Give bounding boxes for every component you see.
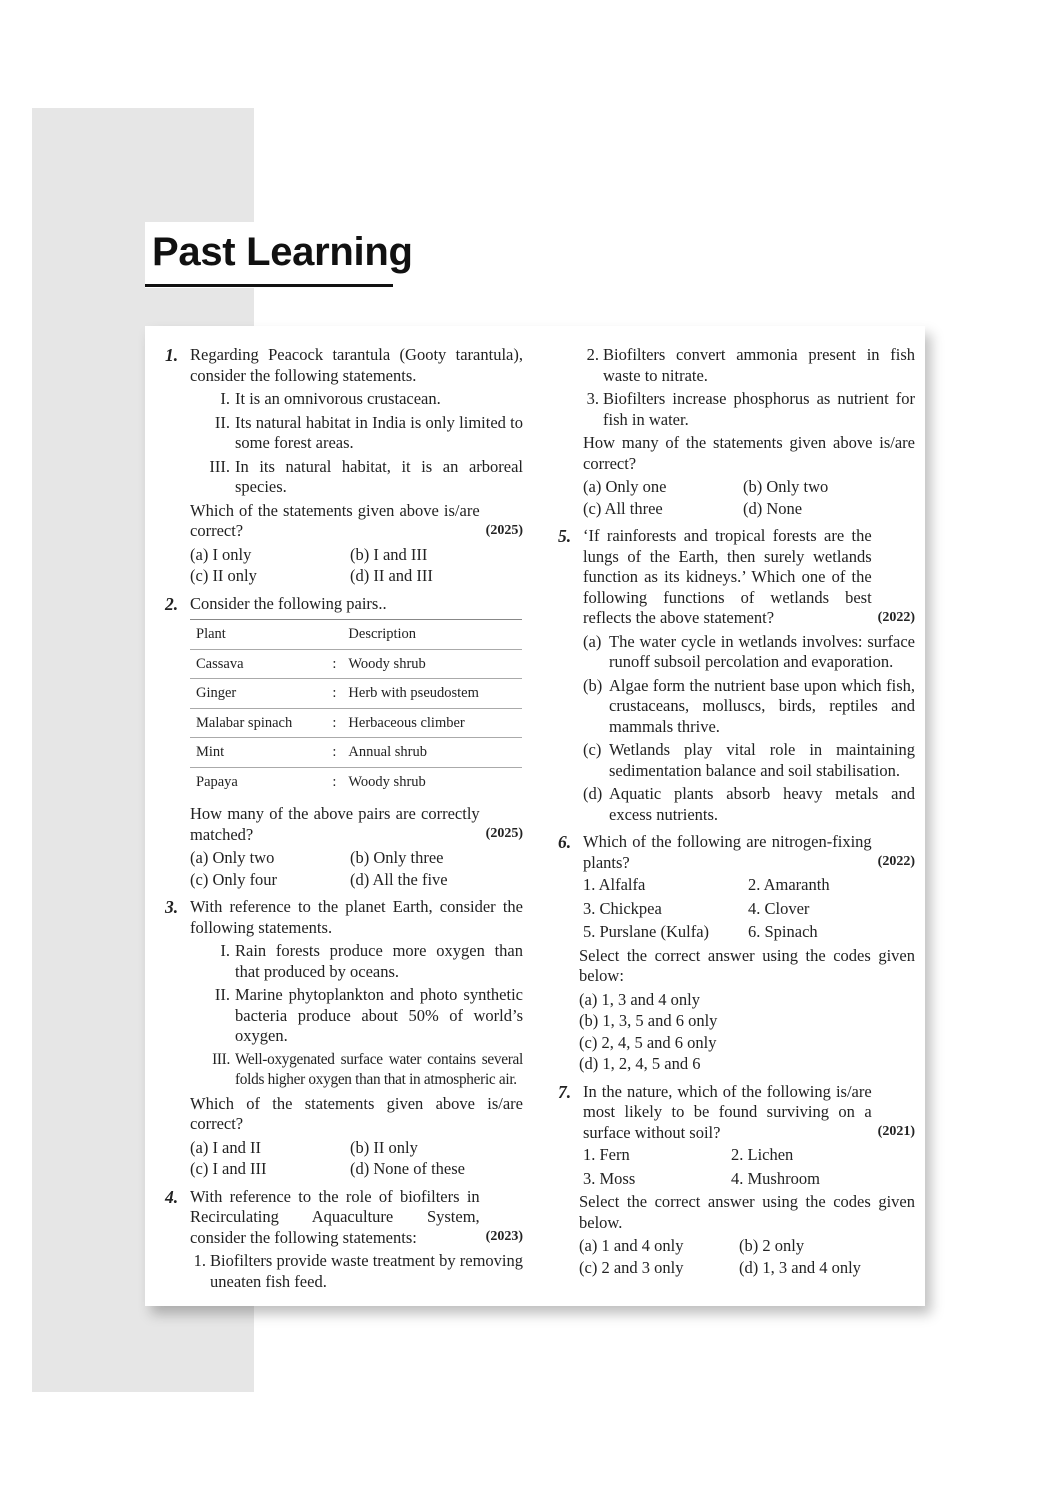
option: (d) 1, 2, 4, 5 and 6	[579, 1054, 701, 1073]
question-prompt: How many of the statements given above is/are correct?	[583, 433, 915, 473]
statement-text: It is an omnivorous crustacean.	[235, 389, 441, 408]
column-header: Plant	[190, 620, 326, 650]
statement	[190, 413, 523, 454]
list-item: 4. Mushroom	[731, 1168, 820, 1188]
statement-text: Rain forests produce more oxygen than that produced by oceans.	[235, 941, 523, 981]
column-header: Description	[342, 620, 522, 650]
statement-text: Biofilters convert ammonia present in fish waste to nitrate.	[603, 345, 915, 385]
question-prompt: (2025) Which of the statements given above is/are correct?	[190, 500, 523, 540]
table-row: Malabar spinach : Herbaceous climber	[190, 708, 522, 738]
list-item: 2. Lichen	[731, 1145, 794, 1164]
option: (d) None of these	[350, 1159, 466, 1178]
statement-text: Its natural habitat in India is only limited to some forest areas.	[235, 412, 523, 452]
option: (c) Only four	[190, 869, 278, 889]
statement-number: II.	[214, 985, 230, 1004]
question-4-continued	[558, 345, 915, 519]
list-item: 6. Spinach	[748, 922, 818, 941]
exam-year: (2021)	[877, 1123, 915, 1139]
statement-text: Biofilters increase phosphorus as nutrient for fish in water.	[603, 389, 915, 429]
answer-options	[190, 1138, 523, 1180]
question-prompt: Select the correct answer using the codes given below:	[579, 945, 915, 985]
option: (a) Only one	[583, 477, 667, 496]
table-row: Mint : Annual shrub	[190, 738, 522, 768]
question-text: With reference to the planet Earth, consider the following statements.	[190, 897, 523, 937]
question-text: (2023) With reference to the role of biofilters in Recirculating Aquaculture System, consider the following statements:	[190, 1186, 523, 1247]
question-5	[558, 526, 915, 825]
question-4	[165, 1187, 523, 1293]
statement-number: 3.	[586, 389, 599, 408]
option: (b) 1, 3, 5 and 6 only	[579, 1011, 718, 1030]
question-text: Consider the following pairs..	[190, 593, 387, 613]
list-item: 1. Fern	[583, 1145, 630, 1164]
option: (b) II only	[350, 1137, 418, 1157]
question-3	[165, 897, 523, 1180]
answer-options	[190, 545, 523, 587]
plant-list	[583, 875, 915, 943]
question-number: 1.	[165, 345, 179, 365]
list-item: 3. Chickpea	[583, 898, 662, 918]
answer-option: (d) Aquatic plants absorb heavy metals and excess nutrients.	[583, 784, 915, 824]
question-number: 6.	[558, 832, 572, 852]
statement-text: In its natural habitat, it is an arboreal species.	[235, 456, 523, 496]
question-prompt: Which of the statements given above is/are correct?	[190, 1093, 523, 1133]
option: (a) 1 and 4 only	[579, 1236, 684, 1255]
left-column	[165, 345, 523, 1299]
question-7	[558, 1082, 915, 1279]
question-prompt: Select the correct answer using the codes given below.	[579, 1192, 915, 1232]
table-row: Ginger : Herb with pseudostem	[190, 679, 522, 709]
option: (c) 2 and 3 only	[579, 1257, 684, 1277]
answer-option: (a) The water cycle in wetlands involves: surface runoff subsoil percolation and evaporation.	[583, 631, 915, 671]
option: (c) II only	[190, 566, 257, 585]
option: (d) None	[743, 498, 803, 518]
option: (b) Only three	[350, 848, 444, 867]
list-item: 1. Alfalfa	[583, 875, 646, 894]
option: (d) 1, 3 and 4 only	[739, 1257, 861, 1277]
question-6	[558, 832, 915, 1075]
table-header-row	[190, 620, 522, 650]
option: (b) Only two	[743, 477, 829, 496]
table-row: Cassava : Woody shrub	[190, 649, 522, 679]
option: (c) All three	[583, 498, 663, 518]
question-1	[165, 345, 523, 587]
option: (d) II and III	[350, 566, 433, 585]
statement-number: I.	[220, 389, 230, 408]
exam-year: (2025)	[485, 826, 523, 841]
exam-year: (2023)	[485, 1228, 523, 1244]
list-item: 4. Clover	[748, 898, 810, 918]
answer-option: (c) Wetlands play vital role in maintaining sedimentation balance and soil stabilisation.	[583, 740, 915, 780]
option: (a) I only	[190, 544, 252, 564]
statement	[190, 1251, 523, 1292]
answer-options	[583, 477, 915, 519]
page-title: Past Learning	[152, 230, 413, 274]
statement	[190, 941, 523, 982]
option: (c) 2, 4, 5 and 6 only	[579, 1032, 717, 1052]
option: (b) 2 only	[739, 1236, 805, 1255]
statement-text: Marine phytoplankton and photo synthetic bacteria produce about 50% of world’s oxygen.	[235, 985, 523, 1045]
right-column	[558, 345, 915, 1285]
statement	[190, 1050, 523, 1091]
question-text: Regarding Peacock tarantula (Gooty tarantula), consider the following statements.	[190, 345, 523, 385]
statement-number: II.	[214, 412, 230, 432]
question-number: 4.	[165, 1186, 179, 1207]
pairs-table	[190, 619, 522, 796]
question-text: (2022) Which of the following are nitrogen-fixing plants?	[583, 832, 915, 872]
statement	[583, 345, 915, 386]
table-row: Papaya : Woody shrub	[196, 773, 426, 790]
option: (a) I and II	[190, 1137, 261, 1157]
question-number: 2.	[165, 593, 179, 614]
answer-option: (b) Algae form the nutrient base upon which fish, crustaceans, molluscs, birds, reptiles and mammals thrive.	[583, 675, 915, 736]
list-item: 5. Purslane (Kulfa)	[583, 922, 710, 941]
option: (a) Only two	[190, 848, 275, 867]
answer-options	[579, 1236, 915, 1278]
question-2	[165, 594, 523, 891]
statement	[190, 457, 523, 498]
exam-year: (2022)	[877, 610, 915, 625]
option: (d) All the five	[350, 869, 448, 889]
statement-number: 2.	[586, 345, 599, 364]
option: (a) 1, 3 and 4 only	[579, 989, 700, 1009]
exam-year: (2022)	[877, 854, 915, 869]
question-number: 3.	[165, 897, 179, 917]
title-underline	[145, 284, 393, 287]
statement-text: Biofilters provide waste treatment by removing uneaten fish feed.	[210, 1251, 523, 1291]
statement	[583, 389, 915, 430]
statement	[190, 985, 523, 1047]
option: (c) I and III	[190, 1159, 267, 1178]
organism-list	[583, 1145, 915, 1189]
question-number: 5.	[558, 526, 572, 546]
list-item: 3. Moss	[583, 1168, 636, 1188]
question-number: 7.	[558, 1081, 572, 1102]
statement-number: III.	[209, 456, 230, 476]
option: (b) I and III	[350, 544, 428, 564]
statement-text: Well-oxygenated surface water contains several folds higher oxygen than that in atmospheric air.	[235, 1050, 523, 1088]
exam-year: (2025)	[485, 522, 523, 538]
question-prompt: (2025) How many of the above pairs are correctly matched?	[190, 804, 523, 844]
question-text: (2021) In the nature, which of the following is/are most likely to be found surviving on a surface without soil?	[583, 1081, 915, 1142]
statement-number: I.	[220, 941, 230, 960]
answer-options	[190, 848, 523, 890]
list-item: 2. Amaranth	[748, 875, 830, 894]
answer-options	[579, 990, 915, 1075]
statement	[190, 389, 523, 410]
statement-number: 1.	[193, 1251, 206, 1270]
question-text: (2022) ‘If rainforests and tropical forests are the lungs of the Earth, then surely wetlands function as its kidneys.’ Which one of the following functions of wetlands best reflects the above statement?	[583, 526, 915, 627]
statement-number: III.	[212, 1050, 230, 1068]
